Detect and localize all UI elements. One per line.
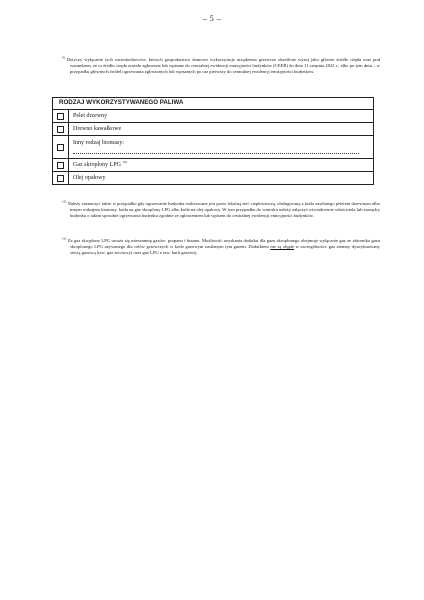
other-biomass-input-line[interactable] xyxy=(73,148,359,154)
footnote-lpg xyxy=(62,238,380,257)
fuel-row-lpg xyxy=(53,159,373,172)
footnote-9 xyxy=(62,57,380,76)
footnote-text: Za gaz skroplony LPG uważa się mieszaninę gazów: propanu i butanu. Możliwość uzyskania dodatku dla gazu skroplonego obejmuje wyłącznie gaz ze zbiornika gazu skroplonego LPG używanego dla celów grzewczych w kotle gazowym zasilanym tym gazem. Dodatkiem xyxy=(67,238,380,250)
fuel-label: Inny rodzaj biomasy: xyxy=(73,140,124,146)
footnote-marker: 10) xyxy=(62,199,67,204)
page-number: – 5 – xyxy=(202,14,222,23)
lpg-checkbox[interactable] xyxy=(57,162,64,169)
fuel-label: Drewno kawałkowe xyxy=(73,125,122,132)
footnote-text: Dotyczy wyłącznie tych wnioskodawców, których gospodarstwo domowe wykorzystuje urządzenia grzewcze określone wyżej jako główne źródło ciepła oraz pod warunkiem, że to źródło ciepła zostało zgłoszone lub wpisane do centralnej ewidencji emisyjności budynków (CEEB) do dnia 11 sierpnia 2022 r., albo po tym dniu – w przypadku głównych źródeł ogrzewania zgłoszonych lub wpisanych po raz pierwszy do centralnej ewidencji emisyjności budynków. xyxy=(66,57,380,75)
fuel-row-pellet xyxy=(53,110,373,123)
fuel-type-table xyxy=(52,97,374,185)
footnote-text: Należy zaznaczyć także w przypadku gdy ogrzewanie budynku realizowane jest przez lokalną sieć ciepłowniczą, obsługiwaną z kotła zasilanego peletem drzewnym albo innym rodzajem biomasy, kotła na gaz skroplony LPG albo kotła na olej opałowy. W tym przypadku do wniosku należy załączyć oświadczenie właściciela lub zarządcy budynku o takim sposobie ogrzewania budynku zgodnie ze zgłoszeniem lub wpisem do centralnej ewidencji emisyjności budynków. xyxy=(67,201,380,219)
wood-checkbox[interactable] xyxy=(57,126,64,133)
footnote-marker: 10) xyxy=(62,236,67,241)
pellet-checkbox[interactable] xyxy=(57,113,64,120)
fuel-table-header: RODZAJ WYKORZYSTYWANEGO PALIWA xyxy=(53,98,373,110)
fuel-row-oil xyxy=(53,172,373,184)
fuel-label: Olej opałowy xyxy=(73,174,106,181)
other-biomass-checkbox[interactable] xyxy=(57,144,64,151)
fuel-label: Gaz skroplony LPG xyxy=(73,161,121,168)
fuel-row-other-biomass xyxy=(53,136,373,159)
footnote-emphasis: nie są objęte xyxy=(270,244,295,250)
fuel-row-wood xyxy=(53,123,373,136)
footnote-ref: 10) xyxy=(122,159,128,164)
footnote-text: w szczególności: gaz ziemny dystrybuowany siecią gazową (tzw. gaz sieciowy) oraz gaz LPG z tzw. butli gazowej. xyxy=(70,244,380,256)
oil-checkbox[interactable] xyxy=(57,175,64,182)
fuel-label: Pelet drzewny xyxy=(73,112,108,119)
footnote-10 xyxy=(62,201,380,220)
footnote-marker: 9) xyxy=(62,55,65,60)
